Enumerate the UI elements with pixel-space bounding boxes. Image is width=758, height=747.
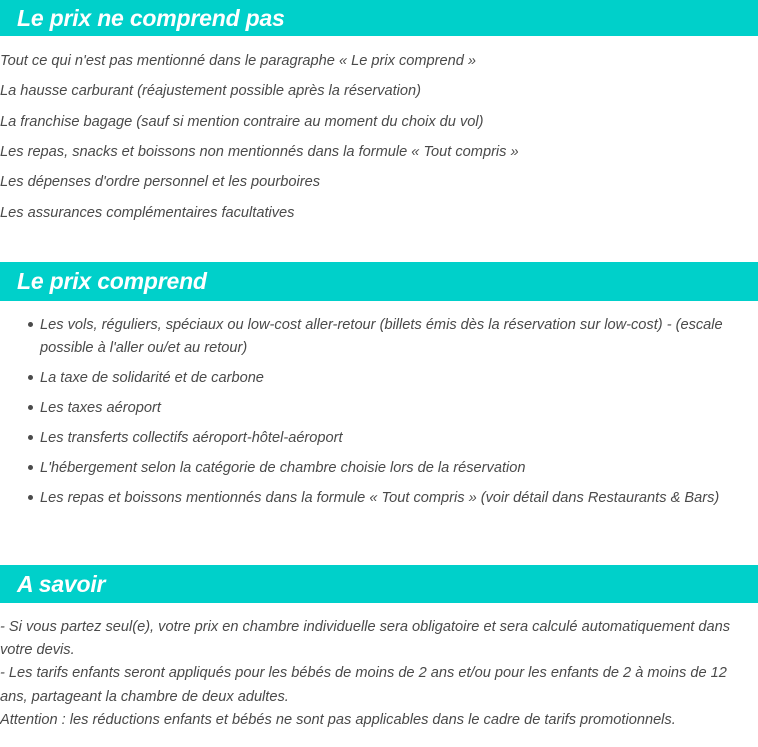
paragraph: - Les tarifs enfants seront appliqués pour les bébés de moins de 2 ans et/ou pour les enfants de 2 à moins de 12 ans, partageant la chambre de deux adultes. xyxy=(0,665,727,705)
included-list xyxy=(0,314,758,510)
section-header-bar-excluded xyxy=(0,0,758,36)
section-le-prix-ne-comprend-pas xyxy=(0,0,758,225)
list-item-label: La taxe de solidarité et de carbone xyxy=(40,370,264,387)
bullet-icon xyxy=(28,405,33,410)
section-content-included xyxy=(0,301,758,510)
bullet-icon xyxy=(28,435,33,440)
list-item xyxy=(40,367,758,390)
list-item xyxy=(40,314,758,360)
section-le-prix-comprend xyxy=(0,232,758,510)
list-item xyxy=(40,487,758,510)
section-title-included: Le prix comprend xyxy=(17,268,207,295)
list-item-label: Les taxes aéroport xyxy=(40,400,161,417)
list-item xyxy=(40,457,758,480)
section-header-bar-good-to-know xyxy=(0,565,758,603)
list-item-label: Les transferts collectifs aéroport-hôtel-aéroport xyxy=(40,430,343,447)
bullet-icon xyxy=(28,465,33,470)
paragraph: Attention : les réductions enfants et bébés ne sont pas applicables dans le cadre de tarifs promotionnels. xyxy=(0,711,676,728)
list-item xyxy=(40,397,758,420)
list-item: Les repas, snacks et boissons non mentionnés dans la formule « Tout compris » xyxy=(0,144,519,161)
bullet-icon xyxy=(28,495,33,500)
section-title-excluded: Le prix ne comprend pas xyxy=(17,4,285,31)
list-item xyxy=(40,427,758,450)
section-content-excluded xyxy=(0,36,758,225)
section-a-savoir xyxy=(0,517,758,731)
section-header-bar-included xyxy=(0,262,758,301)
section-title-good-to-know: A savoir xyxy=(17,570,106,597)
bullet-icon xyxy=(28,375,33,380)
list-item: La franchise bagage (sauf si mention contraire au moment du choix du vol) xyxy=(0,113,484,130)
paragraph: - Si vous partez seul(e), votre prix en chambre individuelle sera obligatoire et sera calculé automatiquement dans votre devis. xyxy=(0,619,731,659)
list-item: Tout ce qui n'est pas mentionné dans le paragraphe « Le prix comprend » xyxy=(0,53,477,69)
bullet-icon xyxy=(28,322,33,327)
list-item: Les assurances complémentaires facultatives xyxy=(0,204,295,221)
section-content-good-to-know xyxy=(0,603,758,731)
list-item-label: L'hébergement selon la catégorie de chambre choisie lors de la réservation xyxy=(40,460,526,477)
list-item: La hausse carburant (réajustement possible après la réservation) xyxy=(0,83,422,100)
list-item: Les dépenses d'ordre personnel et les pourboires xyxy=(0,174,321,191)
list-item-label: Les vols, réguliers, spéciaux ou low-cost aller-retour (billets émis dès la réservation sur low-cost) - (escale possible à l'aller ou/et au retour) xyxy=(40,317,723,357)
list-item-label: Les repas et boissons mentionnés dans la formule « Tout compris » (voir détail dans Restaurants & Bars) xyxy=(40,490,720,507)
